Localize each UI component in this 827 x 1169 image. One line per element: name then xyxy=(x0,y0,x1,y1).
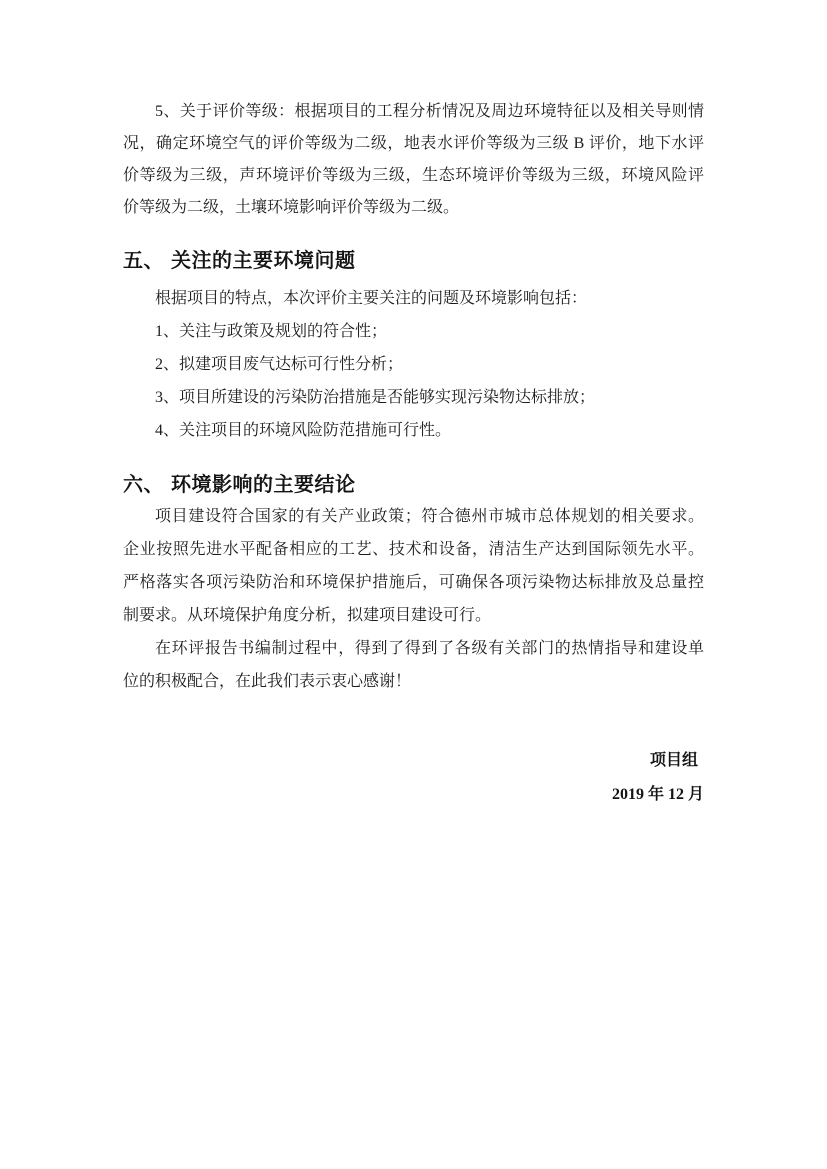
section5-body xyxy=(123,282,704,447)
list-item: 4、关注项目的环境风险防范措施可行性。 xyxy=(155,422,452,439)
signature-block xyxy=(123,744,704,812)
text-line: 5、关于评价等级：根据项目的工程分析情况及周边环境特征以及相关导则情 xyxy=(155,103,704,120)
list-item: 2、拟建项目废气达标可行性分析； xyxy=(155,356,404,373)
text-line: 严格落实各项污染防治和环境保护措施后，可确保各项污染物达标排放及总量控 xyxy=(123,574,704,591)
section6-heading-number: 六、 xyxy=(123,474,164,496)
list-item: 1、关注与政策及规划的符合性； xyxy=(155,323,388,340)
list-item: 3、项目所建设的污染防治措施是否能够实现污染物达标排放； xyxy=(155,389,596,406)
paragraph-evaluation-grades xyxy=(123,96,704,224)
text-line: 价等级为二级，土壤环境影响评价等级为二级。 xyxy=(123,199,460,216)
section6-heading-title: 环境影响的主要结论 xyxy=(171,474,356,496)
section5-heading-title: 关注的主要环境问题 xyxy=(171,250,356,272)
text-line: 价等级为三级，声环境评价等级为三级，生态环境评价等级为三级，环境风险评 xyxy=(123,167,704,184)
text-line: 位的积极配合，在此我们表示衷心感谢！ xyxy=(123,673,412,690)
text-line: 项目建设符合国家的有关产业政策；符合德州市城市总体规划的相关要求。 xyxy=(155,508,704,525)
text-line: 企业按照先进水平配备相应的工艺、技术和设备，清洁生产达到国际领先水平。 xyxy=(123,541,704,558)
section5-heading-number: 五、 xyxy=(123,250,164,272)
section5-lead: 根据项目的特点，本次评价主要关注的问题及环境影响包括： xyxy=(155,290,588,307)
text-line: 在环评报告书编制过程中，得到了得到了各级有关部门的热情指导和建设单 xyxy=(155,640,704,657)
text-line: 况，确定环境空气的评价等级为二级，地表水评价等级为三级 B 评价，地下水评 xyxy=(123,135,704,152)
section6-paragraph-conclusion xyxy=(123,500,704,632)
section5-heading xyxy=(123,248,704,274)
signature-date: 2019 年 12 月 xyxy=(611,786,704,803)
section6-heading xyxy=(123,472,704,498)
signature-group: 项目组 xyxy=(649,752,698,769)
text-line: 制要求。从环境保护角度分析，拟建项目建设可行。 xyxy=(123,607,492,624)
section6-paragraph-thanks xyxy=(123,632,704,698)
